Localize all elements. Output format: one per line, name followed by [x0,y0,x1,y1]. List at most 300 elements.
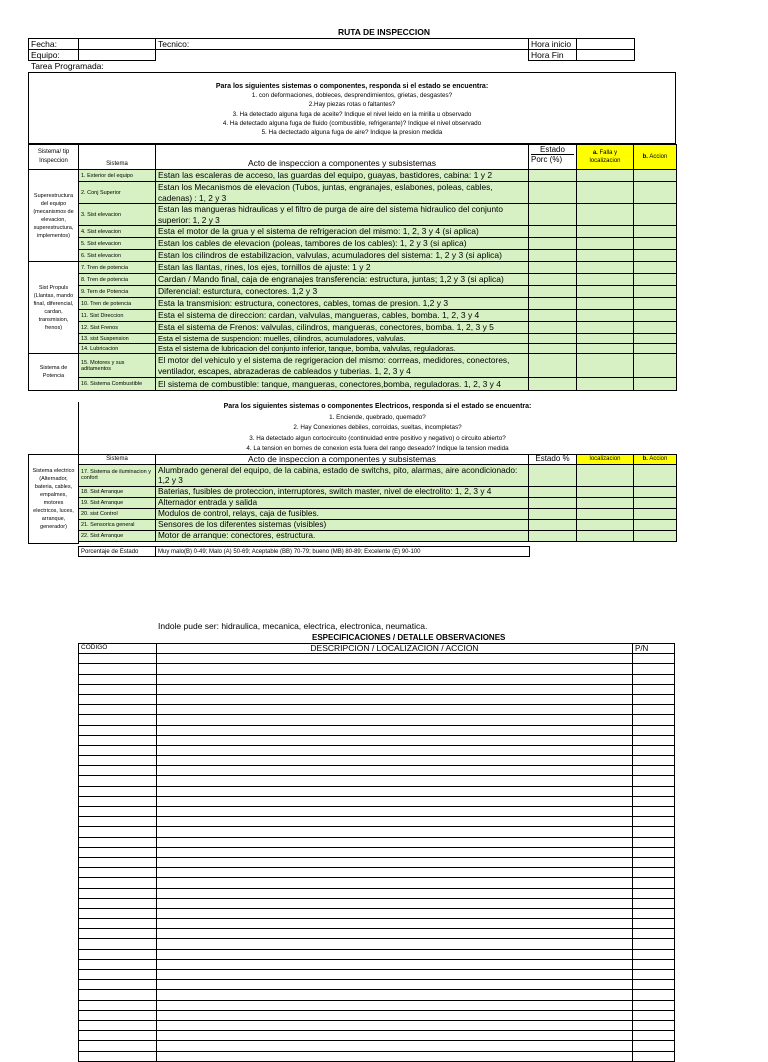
obs-row [79,919,675,929]
obs-pn-cell[interactable] [633,1000,675,1010]
row-accion-cell[interactable] [634,226,677,238]
row-acto: Estan las escaleras de acceso, las guardas del equipo, guayas, bastidores, cabina: 1 y 2 [156,170,529,182]
obs-row [79,1000,675,1010]
obs-codigo-cell[interactable] [79,888,157,898]
obs-codigo-cell[interactable] [79,786,157,796]
obs-row [79,1010,675,1020]
row-sistema: 16. Sistema Combustible [79,378,156,391]
obs-pn-cell[interactable] [633,847,675,857]
row-acto: Cardan / Mando final, caja de engranajes transferencia: estructura, juntas; 1,2 y 3 (si aplica) [156,274,529,286]
obs-codigo-cell[interactable] [79,715,157,725]
row-estado-cell[interactable] [529,204,577,226]
row-accion-cell[interactable] [634,322,677,334]
obs-row [79,684,675,694]
fecha-field[interactable] [79,39,156,50]
obs-row [79,857,675,867]
row-acto: Esta el motor de la grua y el sistema de refrigeracion del mismo: 1, 2, 3 y 4 (si aplica) [156,226,529,238]
obs-descripcion-cell[interactable] [157,949,633,959]
row-estado-cell[interactable] [529,298,577,310]
obs-descripcion-cell[interactable] [157,654,633,664]
obs-codigo-cell[interactable] [79,908,157,918]
col-sistema: Sistema [79,145,156,170]
row-estado-cell[interactable] [529,497,577,508]
obs-pn-cell[interactable] [633,674,675,684]
obs-pn-cell[interactable] [633,980,675,990]
obs-codigo-cell[interactable] [79,1031,157,1041]
row-falla-cell[interactable] [577,170,634,182]
row-estado-cell[interactable] [529,508,577,519]
row-sistema: 14. Lubricacion [79,344,156,354]
mech-instruction-line: 5. Ha dectectado alguna fuga de aire? Indique la presion medida [261,129,443,137]
obs-row [79,1031,675,1041]
row-estado-cell[interactable] [529,344,577,354]
obs-descripcion-cell[interactable] [157,990,633,1000]
obs-descripcion-cell[interactable] [157,908,633,918]
row-sistema: 21. Sensorica general [79,519,156,530]
obs-row [79,817,675,827]
row-acto: Esta el sistema de Frenos: valvulas, cilindros, mangueras, conectores, bomba. 1, 2, 3 y 5 [156,322,529,334]
obs-row [79,705,675,715]
row-falla-cell[interactable] [577,334,634,344]
obs-row [79,1041,675,1051]
group-label: Sistema de Potencia [29,354,79,391]
row-acto: Esta el sistema de lubricacion del conjunto inferior, tanque, bomba, valvulas, reguladoras. [156,344,529,354]
row-sistema: 13. sist Suspension [79,334,156,344]
mech-instructions [28,72,676,144]
row-acto: Modulos de control, relays, caja de fusibles. [156,508,529,519]
row-sistema: 17. Sistema de iluminacion y confort [79,464,156,486]
obs-pn-header: P/N [633,644,675,654]
row-estado-cell[interactable] [529,274,577,286]
row-accion-cell[interactable] [634,464,677,486]
obs-pn-cell[interactable] [633,898,675,908]
mech-instruction-line: 2.Hay piezas rotas o faltantes? [308,101,396,109]
row-falla-cell[interactable] [577,298,634,310]
elec-col-acto: Acto de inspeccion a componentes y subsistemas [156,455,529,465]
row-acto: Motor de arranque: conectores, estructura. [156,530,529,541]
obs-codigo-cell[interactable] [79,1051,157,1061]
row-accion-cell[interactable] [634,334,677,344]
obs-pn-cell[interactable] [633,694,675,704]
obs-row [79,959,675,969]
row-falla-cell[interactable] [577,354,634,378]
header-table [28,38,635,61]
elec-instruction-line: 4. La tension en bornes de conexion esta fuera del rango deseado? Indique la tension medida [246,445,509,452]
row-sistema: 5. Sist elevacion [79,238,156,250]
obs-codigo-cell[interactable] [79,980,157,990]
obs-codigo-cell[interactable] [79,827,157,837]
obs-pn-cell[interactable] [633,827,675,837]
obs-codigo-cell[interactable] [79,847,157,857]
col-acto: Acto de inspeccion a componentes y subsistemas [156,145,529,170]
row-estado-cell[interactable] [529,530,577,541]
row-acto: Esta el sistema de suspencion: muelles, cilindros, acumuladores, valvulas. [156,334,529,344]
hora-fin-label: Hora Fin [529,50,577,61]
row-accion-cell[interactable] [634,530,677,541]
hora-fin-field[interactable] [577,50,635,61]
row-accion-cell[interactable] [634,519,677,530]
obs-descripcion-cell[interactable] [157,674,633,684]
obs-pn-cell[interactable] [633,949,675,959]
obs-row [79,1051,675,1061]
obs-row [79,837,675,847]
row-falla-cell[interactable] [577,519,634,530]
hora-inicio-field[interactable] [577,39,635,50]
elec-instruction-line: 2. Hay Conexiones debiles, corroidas, sueltas, incompletas? [293,424,462,431]
obs-row [79,827,675,837]
row-acto: Estan los cables de elevacion (poleas, tambores de los cables): 1, 2 y 3 (si aplica) [156,238,529,250]
row-falla-cell[interactable] [577,310,634,322]
obs-title: ESPECIFICACIONES / DETALLE OBSERVACIONES [312,633,506,642]
obs-descripcion-cell[interactable] [157,725,633,735]
row-falla-cell[interactable] [577,204,634,226]
equipo-field[interactable] [79,50,156,61]
obs-row [79,796,675,806]
obs-pn-cell[interactable] [633,970,675,980]
obs-codigo-cell[interactable] [79,735,157,745]
obs-row [79,939,675,949]
obs-row [79,970,675,980]
row-estado-cell[interactable] [529,310,577,322]
obs-descripcion-cell[interactable] [157,878,633,888]
obs-pn-cell[interactable] [633,684,675,694]
obs-pn-cell[interactable] [633,1051,675,1061]
obs-descripcion-cell[interactable] [157,694,633,704]
group-label: Sist Propuls (Llantas, mando final, diferencial, cardan, transmision, frenos) [29,262,79,354]
row-sistema: 19. Sist Arranque [79,497,156,508]
row-sistema: 15. Motores y sus aditamentos [79,354,156,378]
row-sistema: 7. Tren de potencia [79,262,156,274]
obs-codigo-cell[interactable] [79,1020,157,1030]
elec-instruction-line: 3. Ha detectado algun cortocircuito (continuidad entre positivo y negativo) o circuito abierto? [249,434,506,442]
obs-codigo-cell[interactable] [79,654,157,664]
obs-pn-cell[interactable] [633,796,675,806]
row-accion-cell[interactable] [634,262,677,274]
obs-codigo-cell[interactable] [79,745,157,755]
obs-row [79,745,675,755]
obs-codigo-cell[interactable] [79,796,157,806]
elec-col-accion: b. Accion [634,455,677,465]
obs-row [79,664,675,674]
mech-table [28,144,677,170]
row-accion-cell[interactable] [634,298,677,310]
obs-descripcion-cell[interactable] [157,735,633,745]
obs-codigo-cell[interactable] [79,674,157,684]
row-estado-cell[interactable] [529,378,577,391]
obs-row [79,654,675,664]
col-falla: a. Falla y localizacion [577,145,634,170]
obs-descripcion-cell[interactable] [157,705,633,715]
row-sistema: 1. Exterior del equipo [79,170,156,182]
row-estado-cell[interactable] [529,322,577,334]
obs-codigo-cell[interactable] [79,919,157,929]
row-falla-cell[interactable] [577,262,634,274]
elec-col-estado: Estado % [529,455,577,465]
obs-pn-cell[interactable] [633,959,675,969]
row-estado-cell[interactable] [529,182,577,204]
row-accion-cell[interactable] [634,238,677,250]
porcentaje-scale: Muy malo(B) 0-49; Malo (A) 50-69; Aceptable (BB) 70-79; bueno (MB) 80-89; Excelente (E) 90-100 [156,547,530,557]
obs-descripcion-cell[interactable] [157,664,633,674]
obs-row [79,898,675,908]
obs-descripcion-cell[interactable] [157,776,633,786]
obs-codigo-cell[interactable] [79,694,157,704]
obs-codigo-cell[interactable] [79,959,157,969]
obs-row [79,735,675,745]
obs-row [79,725,675,735]
row-falla-cell[interactable] [577,182,634,204]
row-estado-cell[interactable] [529,464,577,486]
row-sistema: 8. Tren de potencia [79,274,156,286]
row-falla-cell[interactable] [577,344,634,354]
row-falla-cell[interactable] [577,497,634,508]
row-accion-cell[interactable] [634,378,677,391]
obs-row [79,847,675,857]
obs-row [79,694,675,704]
row-falla-cell[interactable] [577,486,634,497]
row-accion-cell[interactable] [634,497,677,508]
elec-instruction-line: 1. Enciende, quebrado, quemado? [329,413,426,421]
row-falla-cell[interactable] [577,286,634,298]
obs-descripcion-cell[interactable] [157,1010,633,1020]
obs-codigo-cell[interactable] [79,817,157,827]
obs-pn-cell[interactable] [633,1041,675,1051]
row-accion-cell[interactable] [634,274,677,286]
obs-descripcion-cell[interactable] [157,745,633,755]
obs-descripcion-cell[interactable] [157,817,633,827]
obs-pn-cell[interactable] [633,878,675,888]
obs-pn-cell[interactable] [633,725,675,735]
obs-pn-cell[interactable] [633,715,675,725]
obs-pn-cell[interactable] [633,756,675,766]
row-acto: Diferencial: esturctura, conectores. 1,2 y 3 [156,286,529,298]
col-accion: b. Accion [634,145,677,170]
obs-descripcion-cell[interactable] [157,970,633,980]
obs-codigo-cell[interactable] [79,1010,157,1020]
row-accion-cell[interactable] [634,486,677,497]
obs-descripcion-cell[interactable] [157,1041,633,1051]
row-accion-cell[interactable] [634,508,677,519]
obs-descripcion-cell[interactable] [157,929,633,939]
row-accion-cell[interactable] [634,250,677,262]
obs-descripcion-cell[interactable] [157,796,633,806]
row-estado-cell[interactable] [529,286,577,298]
obs-codigo-cell[interactable] [79,725,157,735]
obs-codigo-cell[interactable] [79,990,157,1000]
obs-pn-cell[interactable] [633,664,675,674]
obs-pn-cell[interactable] [633,745,675,755]
obs-row [79,868,675,878]
obs-descripcion-cell[interactable] [157,980,633,990]
obs-codigo-cell[interactable] [79,1000,157,1010]
obs-descripcion-cell[interactable] [157,827,633,837]
obs-descripcion-cell[interactable] [157,756,633,766]
row-falla-cell[interactable] [577,378,634,391]
elec-col-localizacion: localizacion [577,455,634,465]
row-accion-cell[interactable] [634,204,677,226]
obs-codigo-cell[interactable] [79,949,157,959]
obs-descripcion-cell[interactable] [157,1051,633,1061]
obs-descripcion-cell[interactable] [157,786,633,796]
row-estado-cell[interactable] [529,354,577,378]
obs-codigo-header: CODIGO [79,644,157,654]
group-label: Superestructura del equipo (mecanismos de elevacion, superestructura, implementos) [29,170,79,262]
obs-codigo-cell[interactable] [79,868,157,878]
obs-descripcion-cell[interactable] [157,807,633,817]
obs-descripcion-cell[interactable] [157,1000,633,1010]
row-falla-cell[interactable] [577,530,634,541]
obs-pn-cell[interactable] [633,654,675,664]
obs-pn-cell[interactable] [633,857,675,867]
row-acto: Estan los cilindros de estabilizacion, valvulas, acumuladores del sistema: 1, 2 y 3 (si aplica) [156,250,529,262]
row-falla-cell[interactable] [577,322,634,334]
row-sistema: 4. Sist elevacion [79,226,156,238]
obs-row [79,980,675,990]
obs-row [79,786,675,796]
obs-codigo-cell[interactable] [79,939,157,949]
row-estado-cell[interactable] [529,486,577,497]
obs-row [79,878,675,888]
row-accion-cell[interactable] [634,354,677,378]
obs-codigo-cell[interactable] [79,705,157,715]
obs-codigo-cell[interactable] [79,766,157,776]
obs-codigo-cell[interactable] [79,776,157,786]
obs-descripcion-cell[interactable] [157,919,633,929]
row-sistema: 10. Tren de potencia [79,298,156,310]
row-sistema: 3. Sist elevacion [79,204,156,226]
row-sistema: 9. Tern de Potencia [79,286,156,298]
obs-codigo-cell[interactable] [79,837,157,847]
obs-pn-cell[interactable] [633,705,675,715]
row-acto: Estan las mangueras hidraulicas y el filtro de purga de aire del sistema hidraulico del conjunto superior: 1, 2 y 3 [156,204,529,226]
row-sistema: 11. Sist Direccion [79,310,156,322]
observations-table [78,643,675,1062]
row-sistema: 2. Conj Superior [79,182,156,204]
tarea-label: Tarea Programada: [31,61,104,71]
row-sistema: 20. sist Control [79,508,156,519]
row-acto: Sensores de los diferentes sistemas (visibles) [156,519,529,530]
row-falla-cell[interactable] [577,250,634,262]
row-acto: El motor del vehiculo y el sistema de regrigeracion del mismo: corrreas, medidores, conectores, ventilador, escapes, abrazaderas de cableados y tuberias. 1, 2, 3 y 4 [156,354,529,378]
row-estado-cell[interactable] [529,334,577,344]
obs-descripcion-cell[interactable] [157,837,633,847]
row-accion-cell[interactable] [634,344,677,354]
row-accion-cell[interactable] [634,170,677,182]
equipo-label: Equipo: [29,50,79,61]
obs-pn-cell[interactable] [633,929,675,939]
obs-pn-cell[interactable] [633,868,675,878]
obs-row [79,756,675,766]
obs-pn-cell[interactable] [633,807,675,817]
row-acto: Esta el sistema de direccion: cardan, valvulas, mangueras, cables, bomba. 1, 2, 3 y 4 [156,310,529,322]
row-estado-cell[interactable] [529,262,577,274]
elec-instructions [78,402,676,454]
obs-descripcion-cell[interactable] [157,857,633,867]
mech-instruction-line: 1. con deformaciones, dobleces, desprendimientos, grietas, desgastes? [251,92,453,100]
obs-row [79,949,675,959]
obs-codigo-cell[interactable] [79,878,157,888]
obs-pn-cell[interactable] [633,990,675,1000]
obs-descripcion-header: DESCRIPCION / LOCALIZACION / ACCION [157,644,633,654]
indole-note: Indole pude ser: hidraulica, mecanica, electrica, electronica, neumatica. [158,621,428,631]
obs-pn-cell[interactable] [633,786,675,796]
obs-descripcion-cell[interactable] [157,898,633,908]
obs-pn-cell[interactable] [633,817,675,827]
obs-descripcion-cell[interactable] [157,847,633,857]
row-falla-cell[interactable] [577,274,634,286]
obs-pn-cell[interactable] [633,735,675,745]
obs-descripcion-cell[interactable] [157,766,633,776]
obs-pn-cell[interactable] [633,1031,675,1041]
row-acto: Alternador entrada y salida [156,497,529,508]
obs-row [79,766,675,776]
row-estado-cell[interactable] [529,170,577,182]
obs-codigo-cell[interactable] [79,684,157,694]
row-falla-cell[interactable] [577,238,634,250]
elec-table [28,454,676,544]
obs-row [79,908,675,918]
row-estado-cell[interactable] [529,519,577,530]
elec-col-sistema: Sistema [79,455,156,465]
row-accion-cell[interactable] [634,182,677,204]
obs-row [79,715,675,725]
obs-pn-cell[interactable] [633,939,675,949]
obs-codigo-cell[interactable] [79,929,157,939]
tecnico-field[interactable]: Tecnico: [156,39,529,50]
hora-inicio-label: Hora inicio [529,39,577,50]
obs-pn-cell[interactable] [633,888,675,898]
obs-pn-cell[interactable] [633,919,675,929]
row-estado-cell[interactable] [529,250,577,262]
col-sistema-tip: Sistema/ tip Inspeccion [29,145,79,170]
obs-descripcion-cell[interactable] [157,868,633,878]
row-acto: Alumbrado general del equipo, de la cabina, estado de switchs, pito, alarmas, aire acondicionado: 1,2 y 3 [156,464,529,486]
group-label: Sistema electrico (Alternador, bateria, cables, empalmes, motores electricos, luces, arranque, generador) [29,455,79,544]
obs-pn-cell[interactable] [633,776,675,786]
obs-pn-cell[interactable] [633,908,675,918]
row-estado-cell[interactable] [529,238,577,250]
obs-descripcion-cell[interactable] [157,959,633,969]
obs-codigo-cell[interactable] [79,898,157,908]
obs-pn-cell[interactable] [633,766,675,776]
obs-codigo-cell[interactable] [79,664,157,674]
obs-descripcion-cell[interactable] [157,1020,633,1030]
obs-codigo-cell[interactable] [79,857,157,867]
obs-descripcion-cell[interactable] [157,1031,633,1041]
obs-descripcion-cell[interactable] [157,715,633,725]
obs-codigo-cell[interactable] [79,1041,157,1051]
obs-codigo-cell[interactable] [79,807,157,817]
obs-descripcion-cell[interactable] [157,939,633,949]
obs-row [79,929,675,939]
obs-codigo-cell[interactable] [79,756,157,766]
row-accion-cell[interactable] [634,310,677,322]
row-falla-cell[interactable] [577,464,634,486]
obs-codigo-cell[interactable] [79,970,157,980]
obs-pn-cell[interactable] [633,1010,675,1020]
row-accion-cell[interactable] [634,286,677,298]
row-falla-cell[interactable] [577,508,634,519]
obs-descripcion-cell[interactable] [157,888,633,898]
obs-row [79,1020,675,1030]
obs-pn-cell[interactable] [633,1020,675,1030]
obs-row [79,674,675,684]
row-estado-cell[interactable] [529,226,577,238]
obs-pn-cell[interactable] [633,837,675,847]
row-falla-cell[interactable] [577,226,634,238]
obs-descripcion-cell[interactable] [157,684,633,694]
fecha-label: Fecha: [29,39,79,50]
